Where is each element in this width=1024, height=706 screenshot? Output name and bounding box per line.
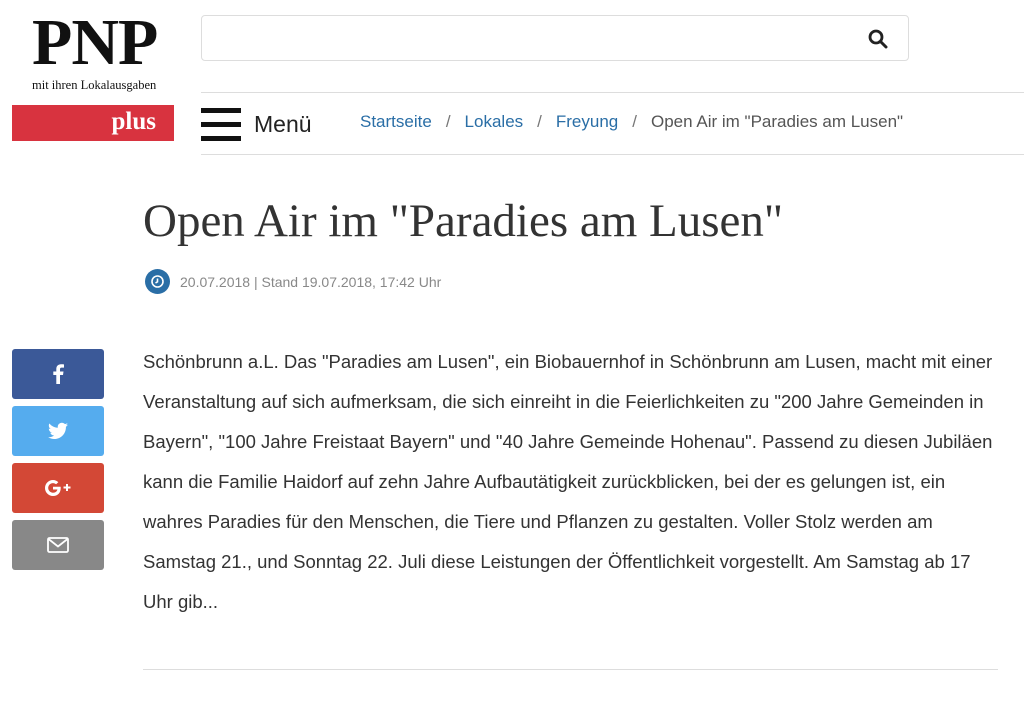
- breadcrumb: [360, 112, 903, 132]
- breadcrumb-current: Open Air im "Paradies am Lusen": [651, 112, 904, 131]
- menu-button[interactable]: [201, 106, 312, 142]
- breadcrumb-lokales[interactable]: Lokales: [464, 112, 524, 131]
- breadcrumb-freyung[interactable]: Freyung: [555, 112, 619, 131]
- breadcrumb-startseite[interactable]: Startseite: [360, 112, 432, 131]
- nav-divider-bottom: [201, 154, 1024, 155]
- article-meta: [145, 269, 441, 294]
- nav-divider-top: [201, 92, 1024, 93]
- pnp-logo[interactable]: [12, 6, 174, 135]
- article-body: Schönbrunn a.L. Das "Paradies am Lusen", ein Biobauernhof in Schönbrunn am Lusen, macht mit einer Veranstaltung auf sich aufmerksam, die sich einreiht in die Feierlichkeiten zu "200 Jahre Gemeinden in Bayern", "100 Jahre Freistaat Bayern" und "40 Jahre Gemeinde Hohenau". Passend zu diesen Jubiläen kann die Familie Haidorf auf zehn Jahre Aufbautätigkeit zurückblicken, bei der es gelungen ist, ein wahres Paradies für den Menschen, die Tiere und Pflanzen zu gestalten. Voller Stolz werden am Samstag 21., und Sonntag 22. Juli diese Leistungen der Öffentlichkeit vorgestellt. Am Samstag ab 17 Uhr gib...: [143, 351, 993, 612]
- article-date: 20.07.2018 | Stand 19.07.2018, 17:42 Uhr: [180, 273, 442, 290]
- logo-subtitle: mit ihren Lokalausgaben: [32, 78, 157, 92]
- search-icon[interactable]: [868, 29, 888, 49]
- logo-plus-bar: [12, 105, 174, 141]
- article-title: Open Air im "Paradies am Lusen": [143, 195, 784, 247]
- breadcrumb-separator: /: [632, 112, 637, 131]
- breadcrumb-separator: /: [445, 112, 451, 131]
- search-box: [201, 15, 909, 61]
- clock-icon: [145, 269, 170, 294]
- share-facebook-button[interactable]: [12, 349, 104, 399]
- share-email-button[interactable]: [12, 520, 104, 570]
- share-twitter-button[interactable]: [12, 406, 104, 456]
- article-divider: [143, 669, 998, 670]
- share-google-plus-button[interactable]: [12, 463, 104, 513]
- logo-title: PNP: [32, 6, 158, 79]
- hamburger-icon: [201, 108, 241, 141]
- logo-plus-label: plus: [111, 108, 156, 135]
- breadcrumb-separator: /: [537, 112, 542, 131]
- menu-label: Menü: [254, 110, 312, 137]
- search-input[interactable]: [212, 22, 856, 56]
